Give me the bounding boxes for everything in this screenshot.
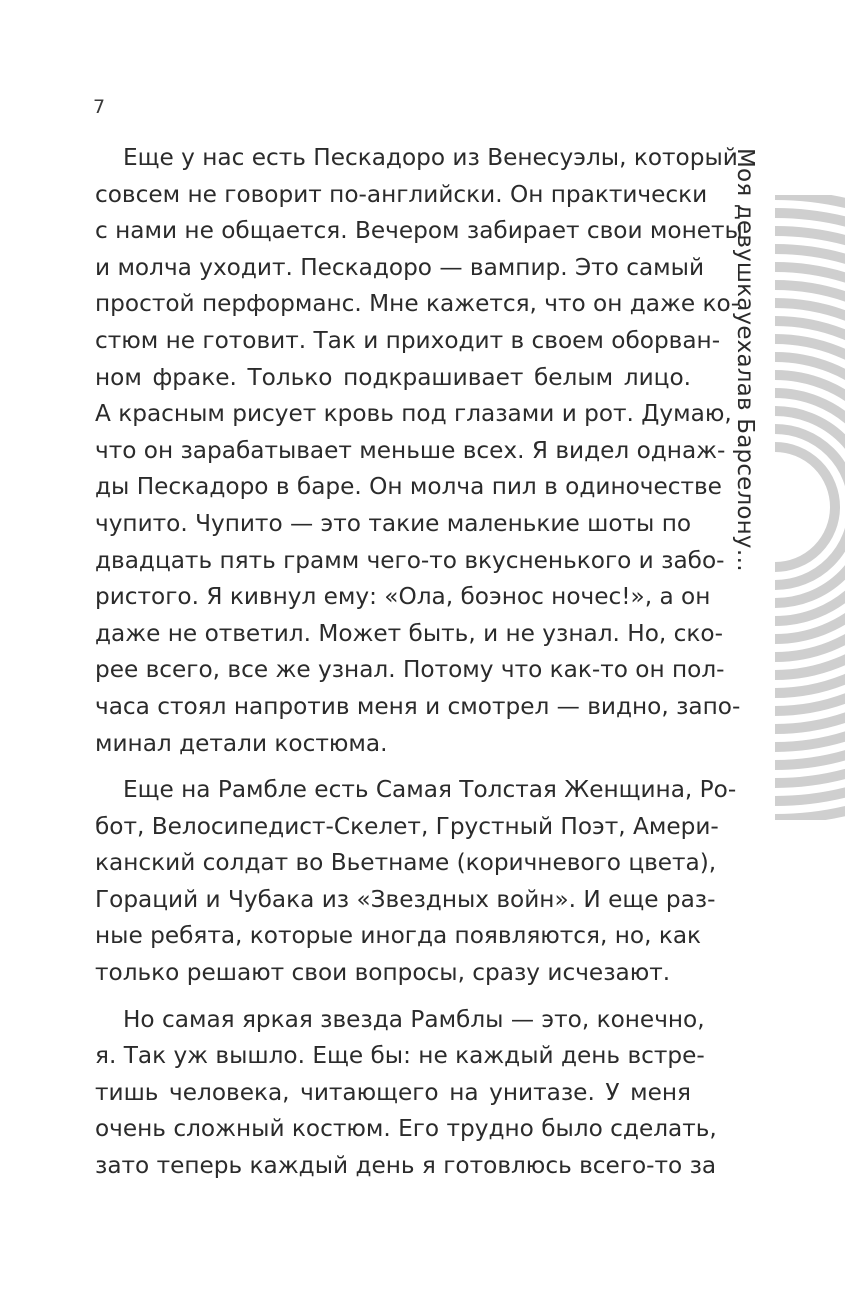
text-line: ном фраке. Только подкрашивает белым лицо. [95, 363, 691, 391]
paragraph-2 [95, 772, 737, 992]
text-line: простой перформанс. Мне кажется, что он даже ко- [95, 290, 740, 318]
text-line: ристого. Я кивнул ему: «Ола, боэнос ночес!», а он [95, 583, 711, 611]
text-line: чупито. Чупито — это такие маленькие шоты по [95, 509, 692, 537]
page-body [95, 140, 743, 1185]
text-line: Еще на Рамбле есть Самая Толстая Женщина, Ро- [123, 776, 737, 804]
text-line: двадцать пять грамм чего-то вкусненького и забо- [95, 546, 725, 574]
text-line: Гораций и Чубака из «Звездных войн». И еще раз- [95, 885, 716, 913]
text-line: только решают свои вопросы, сразу исчезают. [95, 959, 671, 987]
text-line: с нами не общается. Вечером забирает свои монеты [95, 217, 743, 245]
text-line: Но самая яркая звезда Рамблы — это, конечно, [123, 1005, 705, 1033]
decorative-stripes [775, 195, 845, 820]
text-line: минал детали костюма. [95, 729, 388, 757]
text-line: ные ребята, которые иногда появляются, но, как [95, 922, 702, 950]
text-line: бот, Велосипедист-Скелет, Грустный Поэт, Амери- [95, 812, 719, 840]
text-line: рее всего, все же узнал. Потому что как-то он пол- [95, 656, 725, 684]
arc-stripe [775, 447, 835, 567]
text-line: я. Так уж вышло. Еще бы: не каждый день встре- [95, 1042, 705, 1070]
text-line: канский солдат во Вьетнаме (коричневого цвета), [95, 849, 717, 877]
text-line: что он зарабатывает меньше всех. Я видел однаж- [95, 436, 726, 464]
paragraph-1 [95, 140, 743, 762]
paragraph-3 [95, 1002, 717, 1185]
page-number: 7 [93, 96, 106, 118]
text-line: часа стоял напротив меня и смотрел — видно, запо- [95, 692, 741, 720]
text-line: стюм не готовит. Так и приходит в своем оборван- [95, 326, 721, 354]
text-line: и молча уходит. Пескадоро — вампир. Это самый [95, 253, 705, 281]
text-line: даже не ответил. Может быть, и не узнал. Но, ско- [95, 619, 723, 647]
running-title: Моя девушкауехалав Барселону… [732, 148, 758, 572]
text-line: ды Пескадоро в баре. Он молча пил в одиночестве [95, 473, 722, 501]
text-line: Еще у нас есть Пескадоро из Венесуэлы, который [123, 144, 738, 171]
text-line: совсем не говорит по-английски. Он практически [95, 180, 708, 208]
text-line: зато теперь каждый день я готовлюсь всего-то за [95, 1152, 717, 1180]
concentric-arcs-graphic [775, 195, 845, 820]
text-line: очень сложный костюм. Его трудно было сделать, [95, 1115, 717, 1143]
text-line: тишь человека, читающего на унитазе. У меня [95, 1078, 691, 1106]
text-line: А красным рисует кровь под глазами и рот. Думаю, [95, 400, 732, 428]
